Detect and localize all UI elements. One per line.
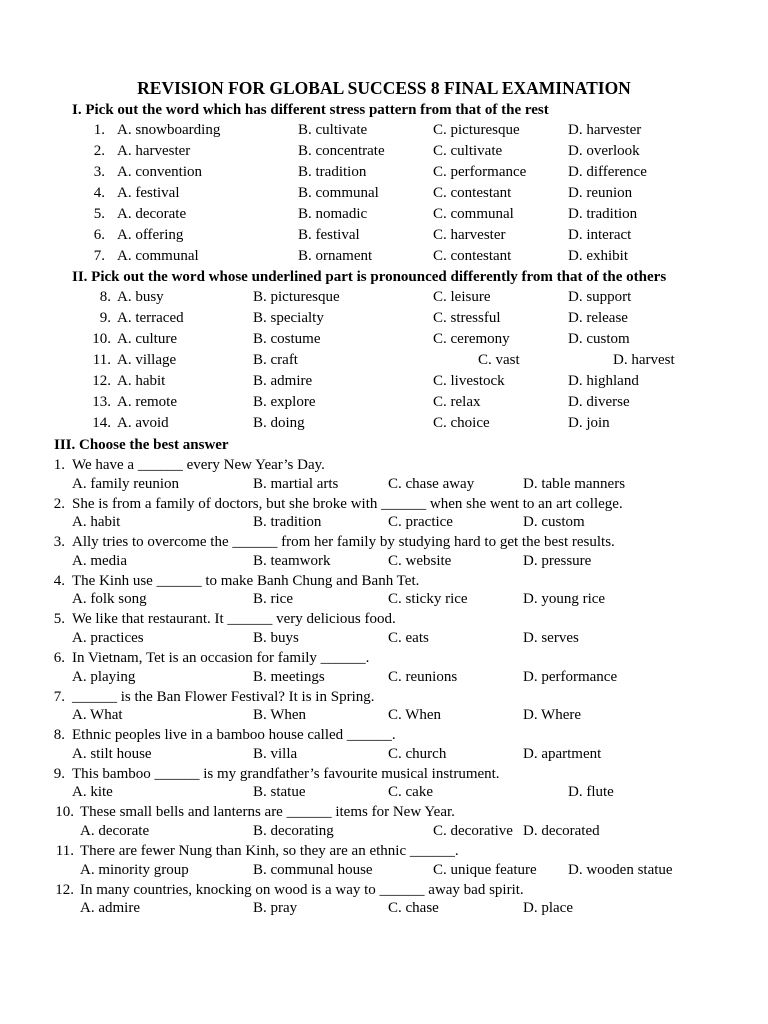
item-number: 13. (92, 394, 111, 410)
question-number: 6. (53, 650, 65, 666)
option-b: B. craft (253, 352, 298, 368)
option-a: A. minority group (80, 861, 189, 878)
option-c: C. cultivate (433, 143, 503, 159)
option-d: D. flute (568, 784, 614, 801)
option-a: A. habit (117, 373, 166, 389)
option-c: C. communal (433, 206, 514, 222)
option-c: C. performance (433, 164, 527, 180)
stress-item (0, 205, 768, 224)
item-number: 14. (92, 415, 111, 431)
option-d: D. Where (523, 707, 582, 724)
option-c: C. stressful (433, 310, 501, 326)
option-d: D. pressure (523, 552, 592, 569)
option-b: B. villa (253, 745, 298, 762)
option-a: A. kite (72, 784, 113, 801)
option-c: C. ceremony (433, 331, 510, 347)
stress-item (0, 142, 768, 161)
option-b: B. statue (253, 784, 306, 801)
option-d: D. difference (568, 164, 647, 180)
question-line (0, 495, 768, 514)
question-line (0, 456, 768, 475)
option-a: A. playing (72, 668, 136, 685)
question-text: There are fewer Nung than Kinh, so they are an ethnic ______. (80, 843, 459, 859)
answer-options (0, 552, 768, 571)
item-number: 8. (99, 289, 111, 305)
question-line (0, 881, 768, 900)
pronunciation-item (0, 393, 768, 412)
pronunciation-item (0, 309, 768, 328)
question-number: 12. (55, 881, 74, 898)
option-b: B. ornament (298, 248, 373, 264)
answer-options (0, 822, 768, 841)
question-text: In Vietnam, Tet is an occasion for family ______. (72, 650, 370, 666)
option-b: B. nomadic (298, 206, 368, 222)
option-b: B. costume (253, 331, 321, 347)
option-d: D. custom (523, 514, 585, 531)
option-c: C. leisure (433, 289, 491, 305)
question-text: We like that restaurant. It ______ very delicious food. (72, 611, 396, 628)
answer-options (0, 475, 768, 494)
option-d: D. decorated (523, 822, 600, 839)
option-a: A. snowboarding (117, 122, 221, 138)
option-c: C. reunions (388, 668, 458, 685)
answer-options (0, 513, 768, 532)
question-text: In many countries, knocking on wood is a way to ______ away bad spirit. (80, 881, 524, 898)
option-b: B. specialty (253, 310, 324, 326)
question-text: These small bells and lanterns are ______ items for New Year. (80, 804, 455, 821)
option-c: C. vast (478, 352, 520, 368)
option-b: B. rice (253, 591, 293, 608)
item-number: 2. (93, 143, 105, 159)
option-b: B. doing (253, 415, 305, 431)
option-d: D. release (568, 310, 628, 326)
question-line (0, 572, 768, 591)
question-line (0, 765, 768, 784)
option-a: A. harvester (117, 143, 191, 159)
option-c: C. choice (433, 415, 490, 431)
option-a: A. festival (117, 185, 180, 201)
question-line (0, 649, 768, 668)
answer-options (0, 706, 768, 725)
option-a: A. folk song (72, 591, 147, 608)
question-line (0, 726, 768, 745)
option-d: D. table manners (523, 475, 626, 492)
item-number: 7. (93, 248, 105, 264)
option-c: C. cake (388, 784, 433, 801)
stress-item (0, 226, 768, 245)
item-number: 1. (93, 122, 105, 138)
question-text: She is from a family of doctors, but she broke with ______ when she went to an art college. (72, 495, 623, 512)
option-a: A. village (117, 352, 177, 368)
option-b: B. pray (253, 900, 298, 917)
option-c: C. eats (388, 629, 429, 646)
option-c: C. chase (388, 900, 439, 917)
option-d: D. serves (523, 629, 579, 646)
item-number: 6. (93, 227, 105, 243)
question-text: This bamboo ______ is my grandfather’s favourite musical instrument. (72, 765, 500, 782)
option-c: C. sticky rice (388, 591, 468, 608)
option-c: C. practice (388, 514, 453, 531)
option-a: A. media (72, 552, 127, 569)
option-a: A. communal (117, 248, 199, 264)
option-c: C. relax (433, 394, 481, 410)
answer-options (0, 629, 768, 648)
option-d: D. place (523, 900, 573, 917)
stress-item (0, 247, 768, 266)
answer-options (0, 590, 768, 609)
option-b: B. teamwork (253, 552, 331, 569)
question-line (0, 842, 768, 861)
question-line (0, 803, 768, 822)
item-number: 9. (99, 310, 111, 326)
option-c: C. website (388, 552, 452, 569)
question-number: 4. (53, 572, 65, 589)
answer-options (0, 745, 768, 764)
answer-options (0, 668, 768, 687)
option-b: B. communal (298, 185, 379, 201)
option-b: B. martial arts (253, 475, 339, 492)
option-d: D. tradition (568, 206, 638, 222)
option-c: C. harvester (433, 227, 506, 243)
option-c: C. contestant (433, 248, 512, 264)
option-a: A. decorate (117, 206, 187, 222)
option-d: D. reunion (568, 185, 633, 201)
question-number: 9. (53, 765, 65, 782)
option-b: B. admire (253, 373, 313, 389)
option-a: A. admire (80, 900, 140, 917)
question-number: 10. (55, 804, 74, 821)
option-b: B. tradition (253, 514, 322, 531)
option-a: A. offering (117, 227, 184, 243)
option-d: D. highland (568, 373, 639, 389)
option-d: D. harvest (613, 352, 675, 368)
section2-heading: II. Pick out the word whose underlined part is pronounced differently from that of the others (72, 269, 667, 285)
option-b: B. cultivate (298, 122, 368, 138)
option-a: A. remote (117, 394, 177, 410)
section3-heading: III. Choose the best answer (54, 437, 229, 453)
option-a: A. avoid (117, 415, 169, 431)
option-a: A. stilt house (72, 745, 152, 762)
pronunciation-item (0, 372, 768, 391)
option-a: A. decorate (80, 822, 150, 839)
pronunciation-item (0, 351, 768, 370)
option-d: D. overlook (568, 143, 640, 159)
question-line (0, 533, 768, 552)
item-number: 4. (93, 185, 105, 201)
question-number: 5. (53, 611, 65, 628)
question-number: 8. (53, 727, 65, 744)
stress-item (0, 184, 768, 203)
option-c: C. livestock (433, 373, 505, 389)
option-b: B. festival (298, 227, 360, 243)
option-a: A. family reunion (72, 475, 180, 492)
option-b: B. buys (253, 629, 299, 646)
question-line (0, 610, 768, 629)
item-number: 11. (92, 352, 111, 368)
option-c: C. chase away (388, 475, 475, 492)
option-c: C. When (388, 707, 442, 724)
option-d: D. harvester (568, 122, 642, 138)
option-c: C. unique feature (433, 861, 537, 878)
pronunciation-item (0, 414, 768, 433)
option-d: D. apartment (523, 745, 602, 762)
question-text: We have a ______ every New Year’s Day. (72, 457, 325, 473)
option-d: D. performance (523, 668, 618, 685)
pronunciation-item (0, 330, 768, 349)
option-c: C. contestant (433, 185, 512, 201)
option-d: D. custom (568, 331, 630, 347)
question-text: ______ is the Ban Flower Festival? It is in Spring. (72, 688, 375, 705)
option-a: A. busy (117, 289, 164, 305)
option-a: A. terraced (117, 310, 184, 326)
option-b: B. tradition (298, 164, 367, 180)
question-line (0, 688, 768, 707)
section1-heading: I. Pick out the word which has different stress pattern from that of the rest (72, 102, 549, 118)
option-d: D. join (568, 415, 610, 431)
option-a: A. culture (117, 331, 177, 347)
option-b: B. meetings (253, 668, 325, 685)
option-b: B. concentrate (298, 143, 385, 159)
option-d: D. diverse (568, 394, 630, 410)
question-number: 1. (53, 457, 65, 473)
option-c: C. church (388, 745, 447, 762)
page-title: REVISION FOR GLOBAL SUCCESS 8 FINAL EXAMINATION (137, 78, 631, 98)
question-number: 7. (53, 688, 65, 705)
answer-options (0, 861, 768, 880)
option-a: A. What (72, 707, 123, 724)
answer-options (0, 783, 768, 802)
option-b: B. When (253, 707, 307, 724)
question-text: Ally tries to overcome the ______ from her family by studying hard to get the best results. (72, 534, 615, 551)
item-number: 5. (93, 206, 105, 222)
option-d: D. support (568, 289, 632, 305)
option-a: A. practices (72, 629, 144, 646)
question-text: Ethnic peoples live in a bamboo house called ______. (72, 727, 396, 744)
option-d: D. wooden statue (568, 861, 673, 878)
answer-options (0, 899, 768, 918)
option-b: B. decorating (253, 822, 334, 839)
item-number: 3. (93, 164, 105, 180)
question-number: 3. (53, 534, 65, 551)
question-number: 2. (53, 495, 65, 512)
option-c: C. picturesque (433, 122, 520, 138)
option-b: B. picturesque (253, 289, 340, 305)
option-b: B. communal house (253, 861, 373, 878)
question-number: 11. (55, 843, 74, 859)
option-a: A. convention (117, 164, 202, 180)
pronunciation-item (0, 288, 768, 307)
stress-item (0, 121, 768, 140)
option-b: B. explore (253, 394, 316, 410)
stress-item (0, 163, 768, 182)
option-a: A. habit (72, 514, 121, 531)
item-number: 10. (92, 331, 111, 347)
option-c: C. decorative (433, 822, 513, 839)
option-d: D. young rice (523, 591, 606, 608)
option-d: D. interact (568, 227, 632, 243)
item-number: 12. (92, 373, 111, 389)
question-text: The Kinh use ______ to make Banh Chung and Banh Tet. (72, 572, 420, 589)
option-d: D. exhibit (568, 248, 628, 264)
